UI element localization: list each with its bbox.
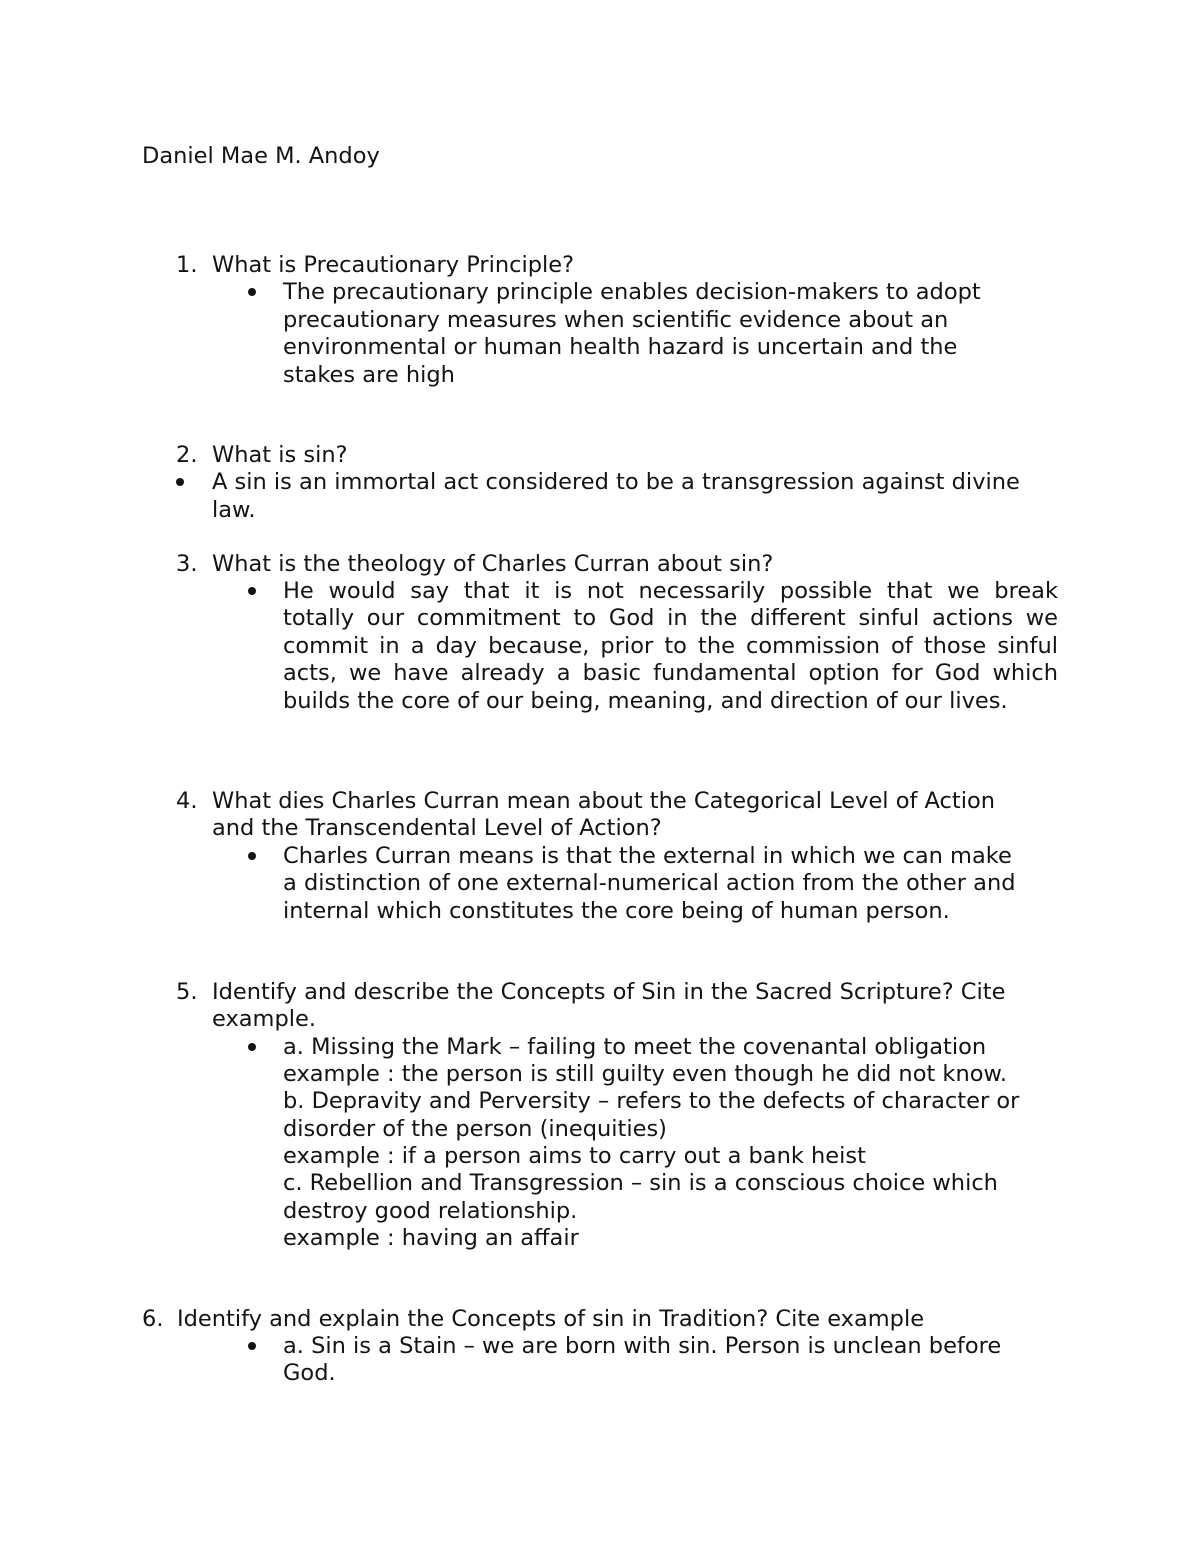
answer-3-line: acts, we have already a basic fundamental option for God which (283, 660, 1058, 686)
question-1-text: What is Precautionary Principle? (212, 252, 575, 278)
question-5-text: example. (212, 1006, 316, 1032)
bullet-icon (248, 288, 256, 296)
answer-3-line: totally our commitment to God in the different sinful actions we (283, 605, 1058, 631)
answer-1-line: The precautionary principle enables decision-makers to adopt (283, 279, 981, 305)
bullet-icon (248, 852, 256, 860)
answer-6-line: a. Sin is a Stain – we are born with sin. Person is unclean before (283, 1333, 1002, 1359)
answer-2-line: A sin is an immortal act considered to be a transgression against divine (212, 469, 1020, 495)
answer-5-line: example : if a person aims to carry out a bank heist (283, 1143, 866, 1169)
bullet-icon (248, 1342, 256, 1350)
question-1-number: 1. (176, 252, 198, 278)
question-4-text: and the Transcendental Level of Action? (212, 815, 662, 841)
question-5-text: Identify and describe the Concepts of Sin in the Sacred Scripture? Cite (212, 979, 1006, 1005)
answer-1-line: precautionary measures when scientific evidence about an (283, 307, 949, 333)
question-5-number: 5. (176, 979, 198, 1005)
answer-3-line: commit in a day because, prior to the commission of those sinful (283, 633, 1058, 659)
answer-5-line: disorder of the person (inequities) (283, 1116, 667, 1142)
answer-3-line: He would say that it is not necessarily possible that we break (283, 578, 1058, 604)
answer-6-line: God. (283, 1360, 336, 1386)
bullet-icon (248, 1043, 256, 1051)
answer-5-line: example : the person is still guilty even though he did not know. (283, 1061, 1007, 1087)
question-3-text: What is the theology of Charles Curran about sin? (212, 551, 774, 577)
answer-5-line: destroy good relationship. (283, 1198, 578, 1224)
answer-2-line: law. (212, 497, 256, 523)
answer-5-line: a. Missing the Mark – failing to meet the covenantal obligation (283, 1034, 987, 1060)
answer-1-line: stakes are high (283, 362, 455, 388)
question-6-text: Identify and explain the Concepts of sin in Tradition? Cite example (177, 1306, 925, 1332)
answer-1-line: environmental or human health hazard is uncertain and the (283, 334, 958, 360)
bullet-icon (176, 478, 184, 486)
answer-5-line: c. Rebellion and Transgression – sin is a conscious choice which (283, 1170, 998, 1196)
answer-3-line: builds the core of our being, meaning, and direction of our lives. (283, 688, 1008, 714)
question-2-text: What is sin? (212, 442, 348, 468)
question-4-number: 4. (176, 788, 198, 814)
question-2-number: 2. (176, 442, 198, 468)
question-4-text: What dies Charles Curran mean about the Categorical Level of Action (212, 788, 996, 814)
answer-5-line: b. Depravity and Perversity – refers to the defects of character or (283, 1088, 1020, 1114)
bullet-icon (248, 587, 256, 595)
author-name: Daniel Mae M. Andoy (142, 143, 380, 169)
answer-4-line: Charles Curran means is that the external in which we can make (283, 843, 1012, 869)
answer-4-line: internal which constitutes the core being of human person. (283, 898, 950, 924)
answer-5-line: example : having an affair (283, 1225, 579, 1251)
question-6-number: 6. (142, 1306, 164, 1332)
question-3-number: 3. (176, 551, 198, 577)
answer-4-line: a distinction of one external-numerical action from the other and (283, 870, 1016, 896)
